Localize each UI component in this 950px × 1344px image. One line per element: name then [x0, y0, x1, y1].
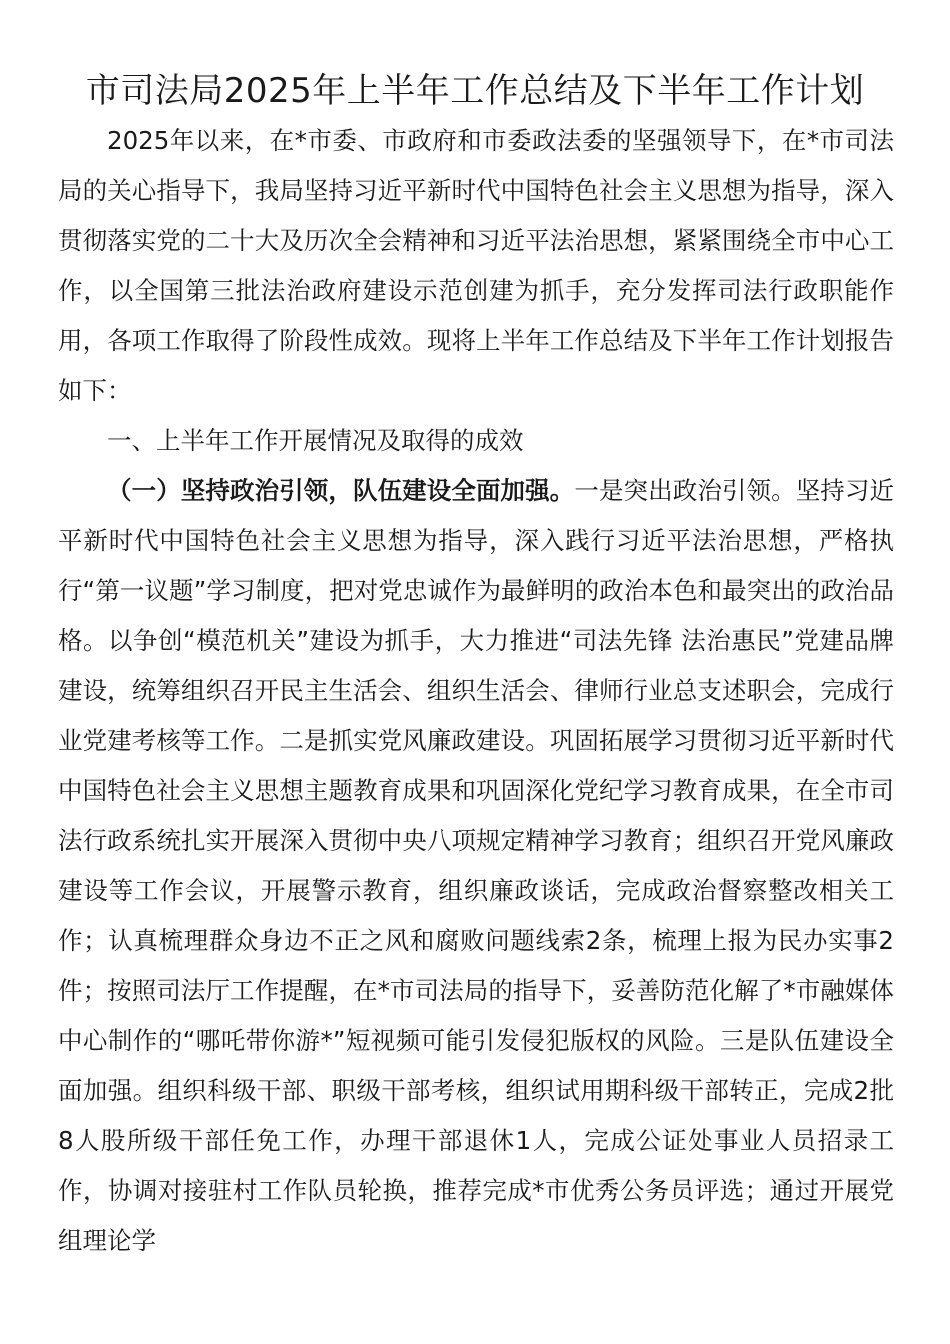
intro-paragraph: 2025年以来，在*市委、市政府和市委政法委的坚强领导下，在*市司法局的关心指导下，我局坚持习近平新时代中国特色社会主义思想为指导，深入贯彻落实党的二十大及历次全会精神和习近平法治思想，紧紧围绕全市中心工作，以全国第三批法治政府建设示范创建为抓手，充分发挥司法行政职能作用，各项工作取得了阶段性成效。现将上半年工作总结及下半年工作计划报告如下： — [58, 126, 894, 405]
subsection-text: 一是突出政治引领。坚持习近平新时代中国特色社会主义思想为指导，深入践行习近平法治思想，严格执行“第一议题”学习制度，把对党忠诚作为最鲜明的政治本色和最突出的政治品格。以争创“模范机关”建设为抓手，大力推进“司法先锋 法治惠民”党建品牌建设，统筹组织召开民主生活会、组织生活会、律师行业总支述职会，完成行业党建考核等工作。二是抓实党风廉政建设。巩固拓展学习贯彻习近平新时代中国特色社会主义思想主题教育成果和巩固深化党纪学习教育成果，在全市司法行政系统扎实开展深入贯彻中央八项规定精神学习教育；组织召开党风廉政建设等工作会议，开展警示教育，组织廉政谈话，完成政治督察整改相关工作；认真梳理群众身边不正之风和腐败问题线索2条，梳理上报为民办实事2件；按照司法厅工作提醒，在*市司法局的指导下，妥善防范化解了*市融媒体中心制作的“哪吒带你游*”短视频可能引发侵犯版权的风险。三是队伍建设全面加强。组织科级干部、职级干部考核，组织试用期科级干部转正，完成2批8人股所级干部任免工作，办理干部退休1人，完成公证处事业人员招录工作，协调对接驻村工作队员轮换，推荐完成*市优秀公务员评选；通过开展党组理论学 — [58, 476, 895, 1255]
subsection-paragraph — [58, 466, 894, 1266]
subsection-lead: （一）坚持政治引领，队伍建设全面加强。 — [107, 476, 575, 505]
document-body — [58, 116, 894, 1266]
document-title: 市司法局2025年上半年工作总结及下半年工作计划 — [85, 71, 865, 111]
section-heading: 一、上半年工作开展情况及取得的成效 — [107, 426, 524, 455]
